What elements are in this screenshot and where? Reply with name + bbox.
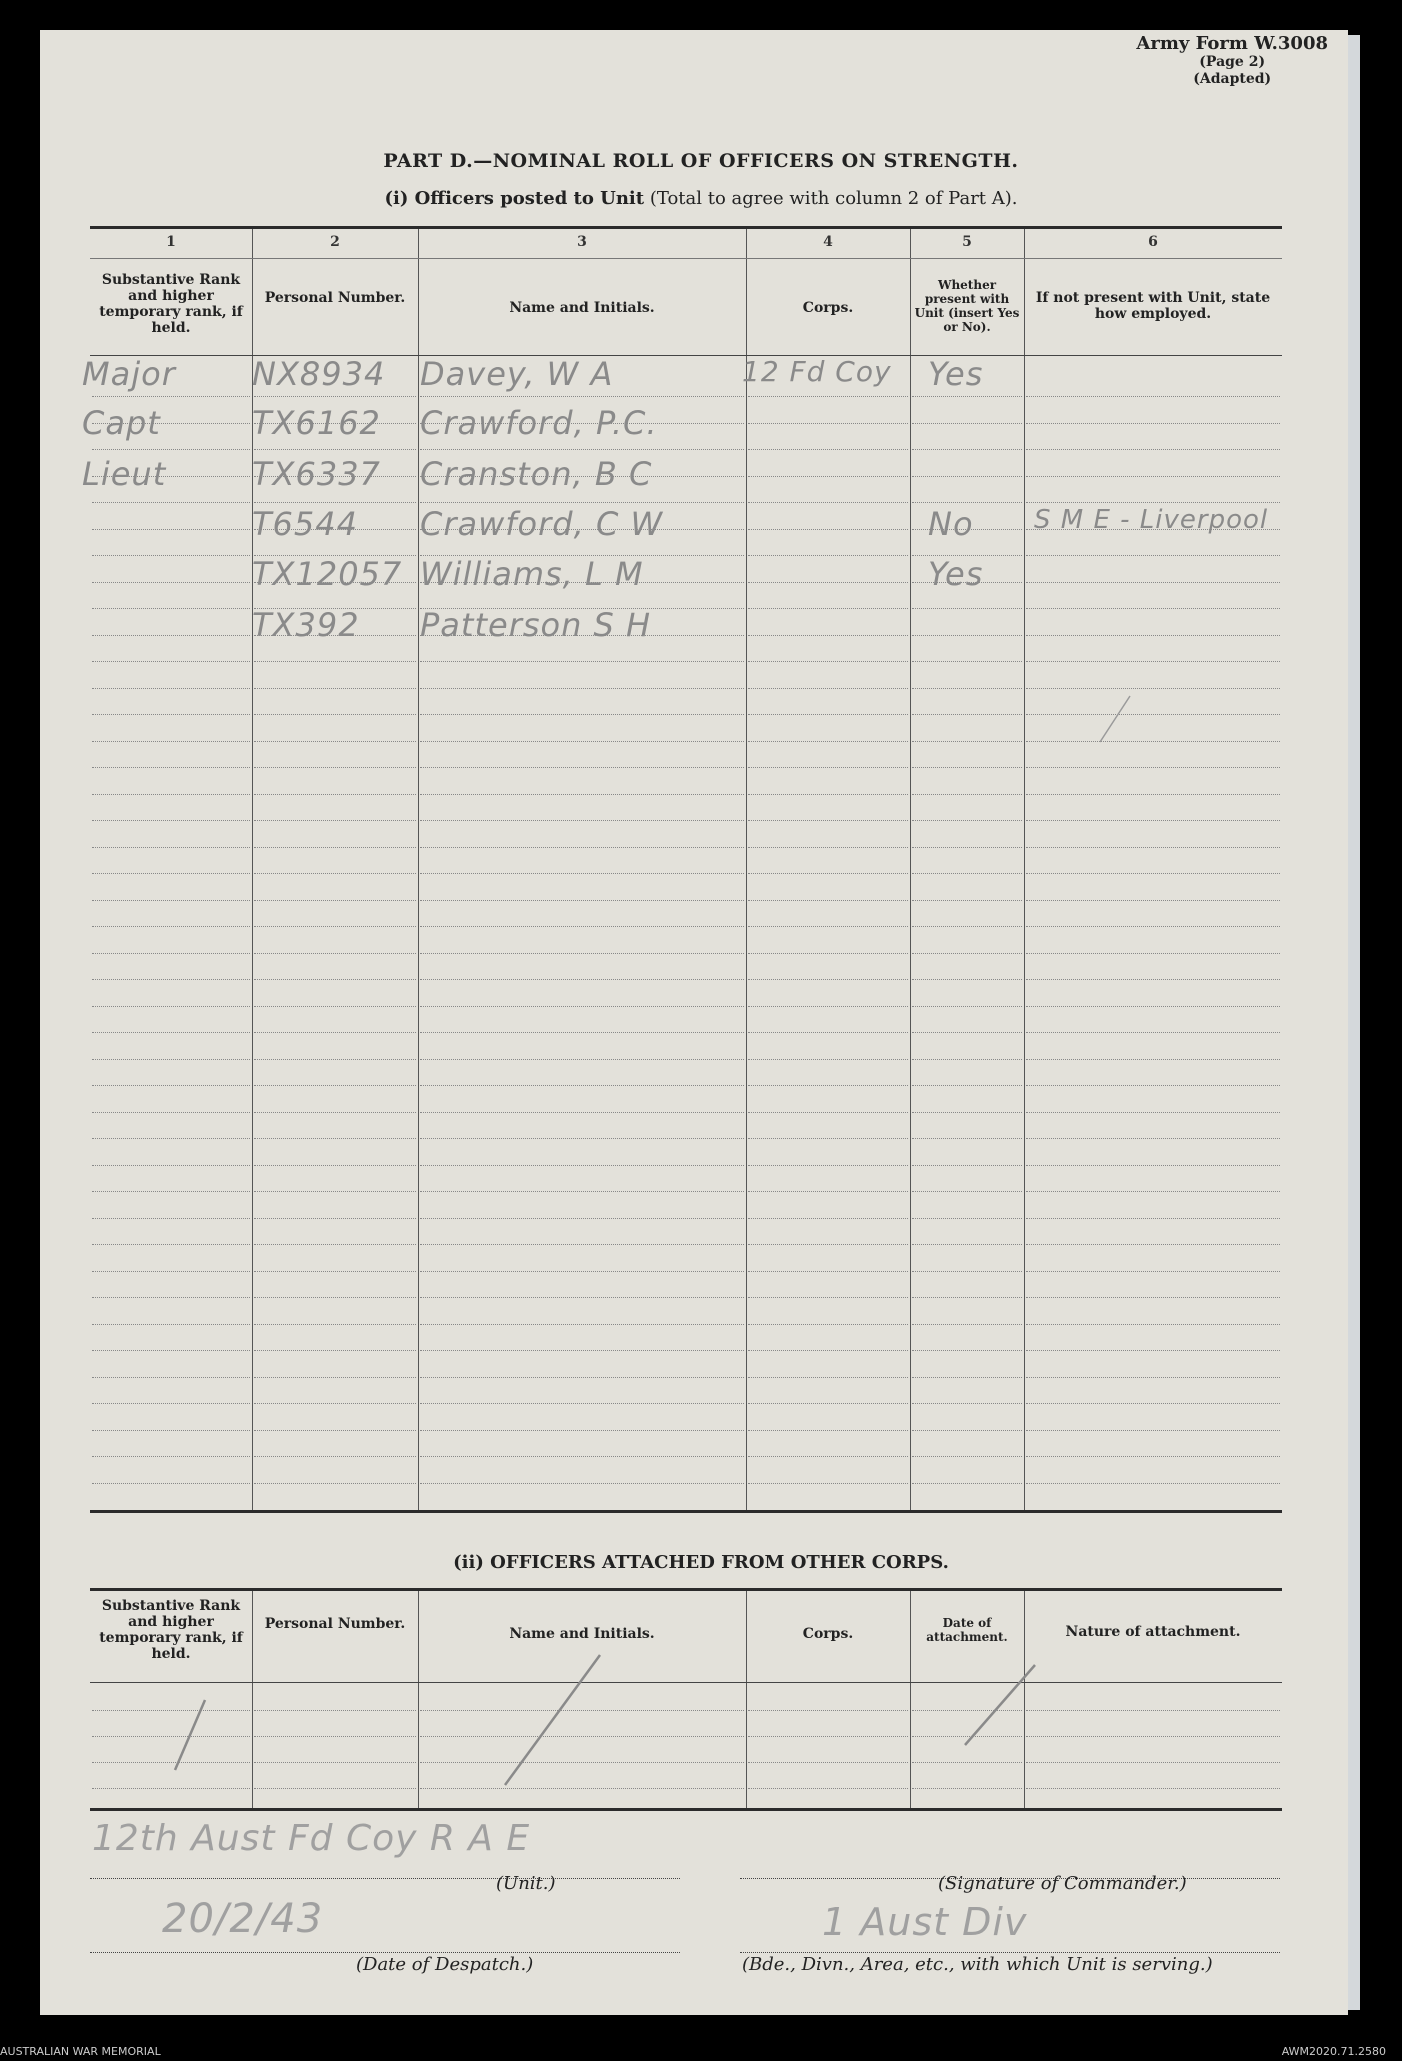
column-number-5: 5: [962, 234, 972, 250]
nil-stroke-date: [965, 1665, 1035, 1745]
unit-handwritten: 12th Aust Fd Coy R A E: [92, 1818, 531, 1859]
hw-number: TX12057: [252, 555, 403, 593]
hw-number: T6544: [252, 505, 358, 543]
header-rank: Substantive Rank and higher temporary rank, if held.: [99, 272, 243, 336]
column-number-6: 6: [1148, 234, 1158, 250]
part-ii-bottom-rule: [90, 1808, 1282, 1811]
hw-number: TX392: [252, 606, 360, 644]
form-adapted: (Adapted): [1193, 71, 1272, 87]
hw-present: Yes: [928, 355, 984, 393]
hw-present: Yes: [928, 555, 984, 593]
ii-header-nature: Nature of attachment.: [1065, 1624, 1241, 1640]
ii-header-name: Name and Initials.: [509, 1626, 655, 1642]
form-page: (Page 2): [1199, 54, 1266, 70]
hw-present: No: [928, 505, 974, 543]
hw-number: TX6162: [252, 404, 381, 442]
ii-header-date: Date of attachment.: [926, 1616, 1008, 1644]
ii-header-corps: Corps.: [802, 1626, 854, 1642]
hw-rank: Lieut: [82, 455, 167, 493]
column-number-3: 3: [577, 234, 587, 250]
hw-rank: Capt: [82, 404, 161, 442]
column-number-2: 2: [330, 234, 340, 250]
column-number-1: 1: [166, 234, 176, 250]
formation-line: [740, 1952, 1280, 1953]
hw-rank: Major: [82, 355, 176, 393]
form-number: Army Form W.3008: [1136, 33, 1328, 54]
unit-line: [90, 1878, 680, 1879]
formation-label: (Bde., Divn., Area, etc., with which Unit is serving.): [742, 1954, 1213, 1975]
nil-stroke-rank: [175, 1700, 205, 1770]
hw-name: Davey, W A: [420, 355, 614, 393]
header-personal-number: Personal Number.: [264, 290, 406, 306]
hw-employment: S M E - Liverpool: [1034, 505, 1269, 535]
part-i-heading-bold: (i) Officers posted to Unit: [384, 188, 645, 209]
date-label: (Date of Despatch.): [356, 1954, 534, 1975]
date-line: [90, 1952, 680, 1953]
nil-stroke-name: [505, 1655, 600, 1785]
ii-header-rank: Substantive Rank and higher temporary rank, if held.: [99, 1598, 243, 1662]
header-corps: Corps.: [802, 300, 854, 316]
header-employment: If not present with Unit, state how employed.: [1035, 290, 1271, 322]
page-title: PART D.—NOMINAL ROLL OF OFFICERS ON STRENGTH.: [383, 150, 1019, 172]
ii-header-personal-number: Personal Number.: [264, 1616, 406, 1632]
part-i-heading-rest: (Total to agree with column 2 of Part A).: [649, 188, 1018, 209]
hw-number: TX6337: [252, 455, 381, 493]
column-number-4: 4: [823, 234, 833, 250]
unit-label: (Unit.): [496, 1873, 556, 1894]
archive-caption-right: AWM2020.71.2580: [1281, 2045, 1386, 2058]
header-present: Whether present with Unit (insert Yes or No).: [914, 278, 1020, 334]
date-handwritten: 20/2/43: [162, 1896, 324, 1942]
signature-label: (Signature of Commander.): [938, 1873, 1187, 1894]
hw-name: Patterson S H: [420, 606, 652, 644]
header-name: Name and Initials.: [509, 300, 655, 316]
hw-name: Cranston, B C: [420, 455, 653, 493]
hw-name: Crawford, C W: [420, 505, 664, 543]
archive-caption-left: AUSTRALIAN WAR MEMORIAL: [0, 2045, 161, 2058]
part-ii-heading: (ii) OFFICERS ATTACHED FROM OTHER CORPS.: [453, 1552, 949, 1573]
stray-pencil-mark: [1100, 696, 1130, 742]
hw-name: Crawford, P.C.: [420, 404, 658, 442]
hw-name: Williams, L M: [420, 555, 644, 593]
hw-number: NX8934: [252, 355, 386, 393]
formation-handwritten: 1 Aust Div: [822, 1900, 1028, 1944]
hw-corps: 12 Fd Coy: [742, 355, 892, 388]
